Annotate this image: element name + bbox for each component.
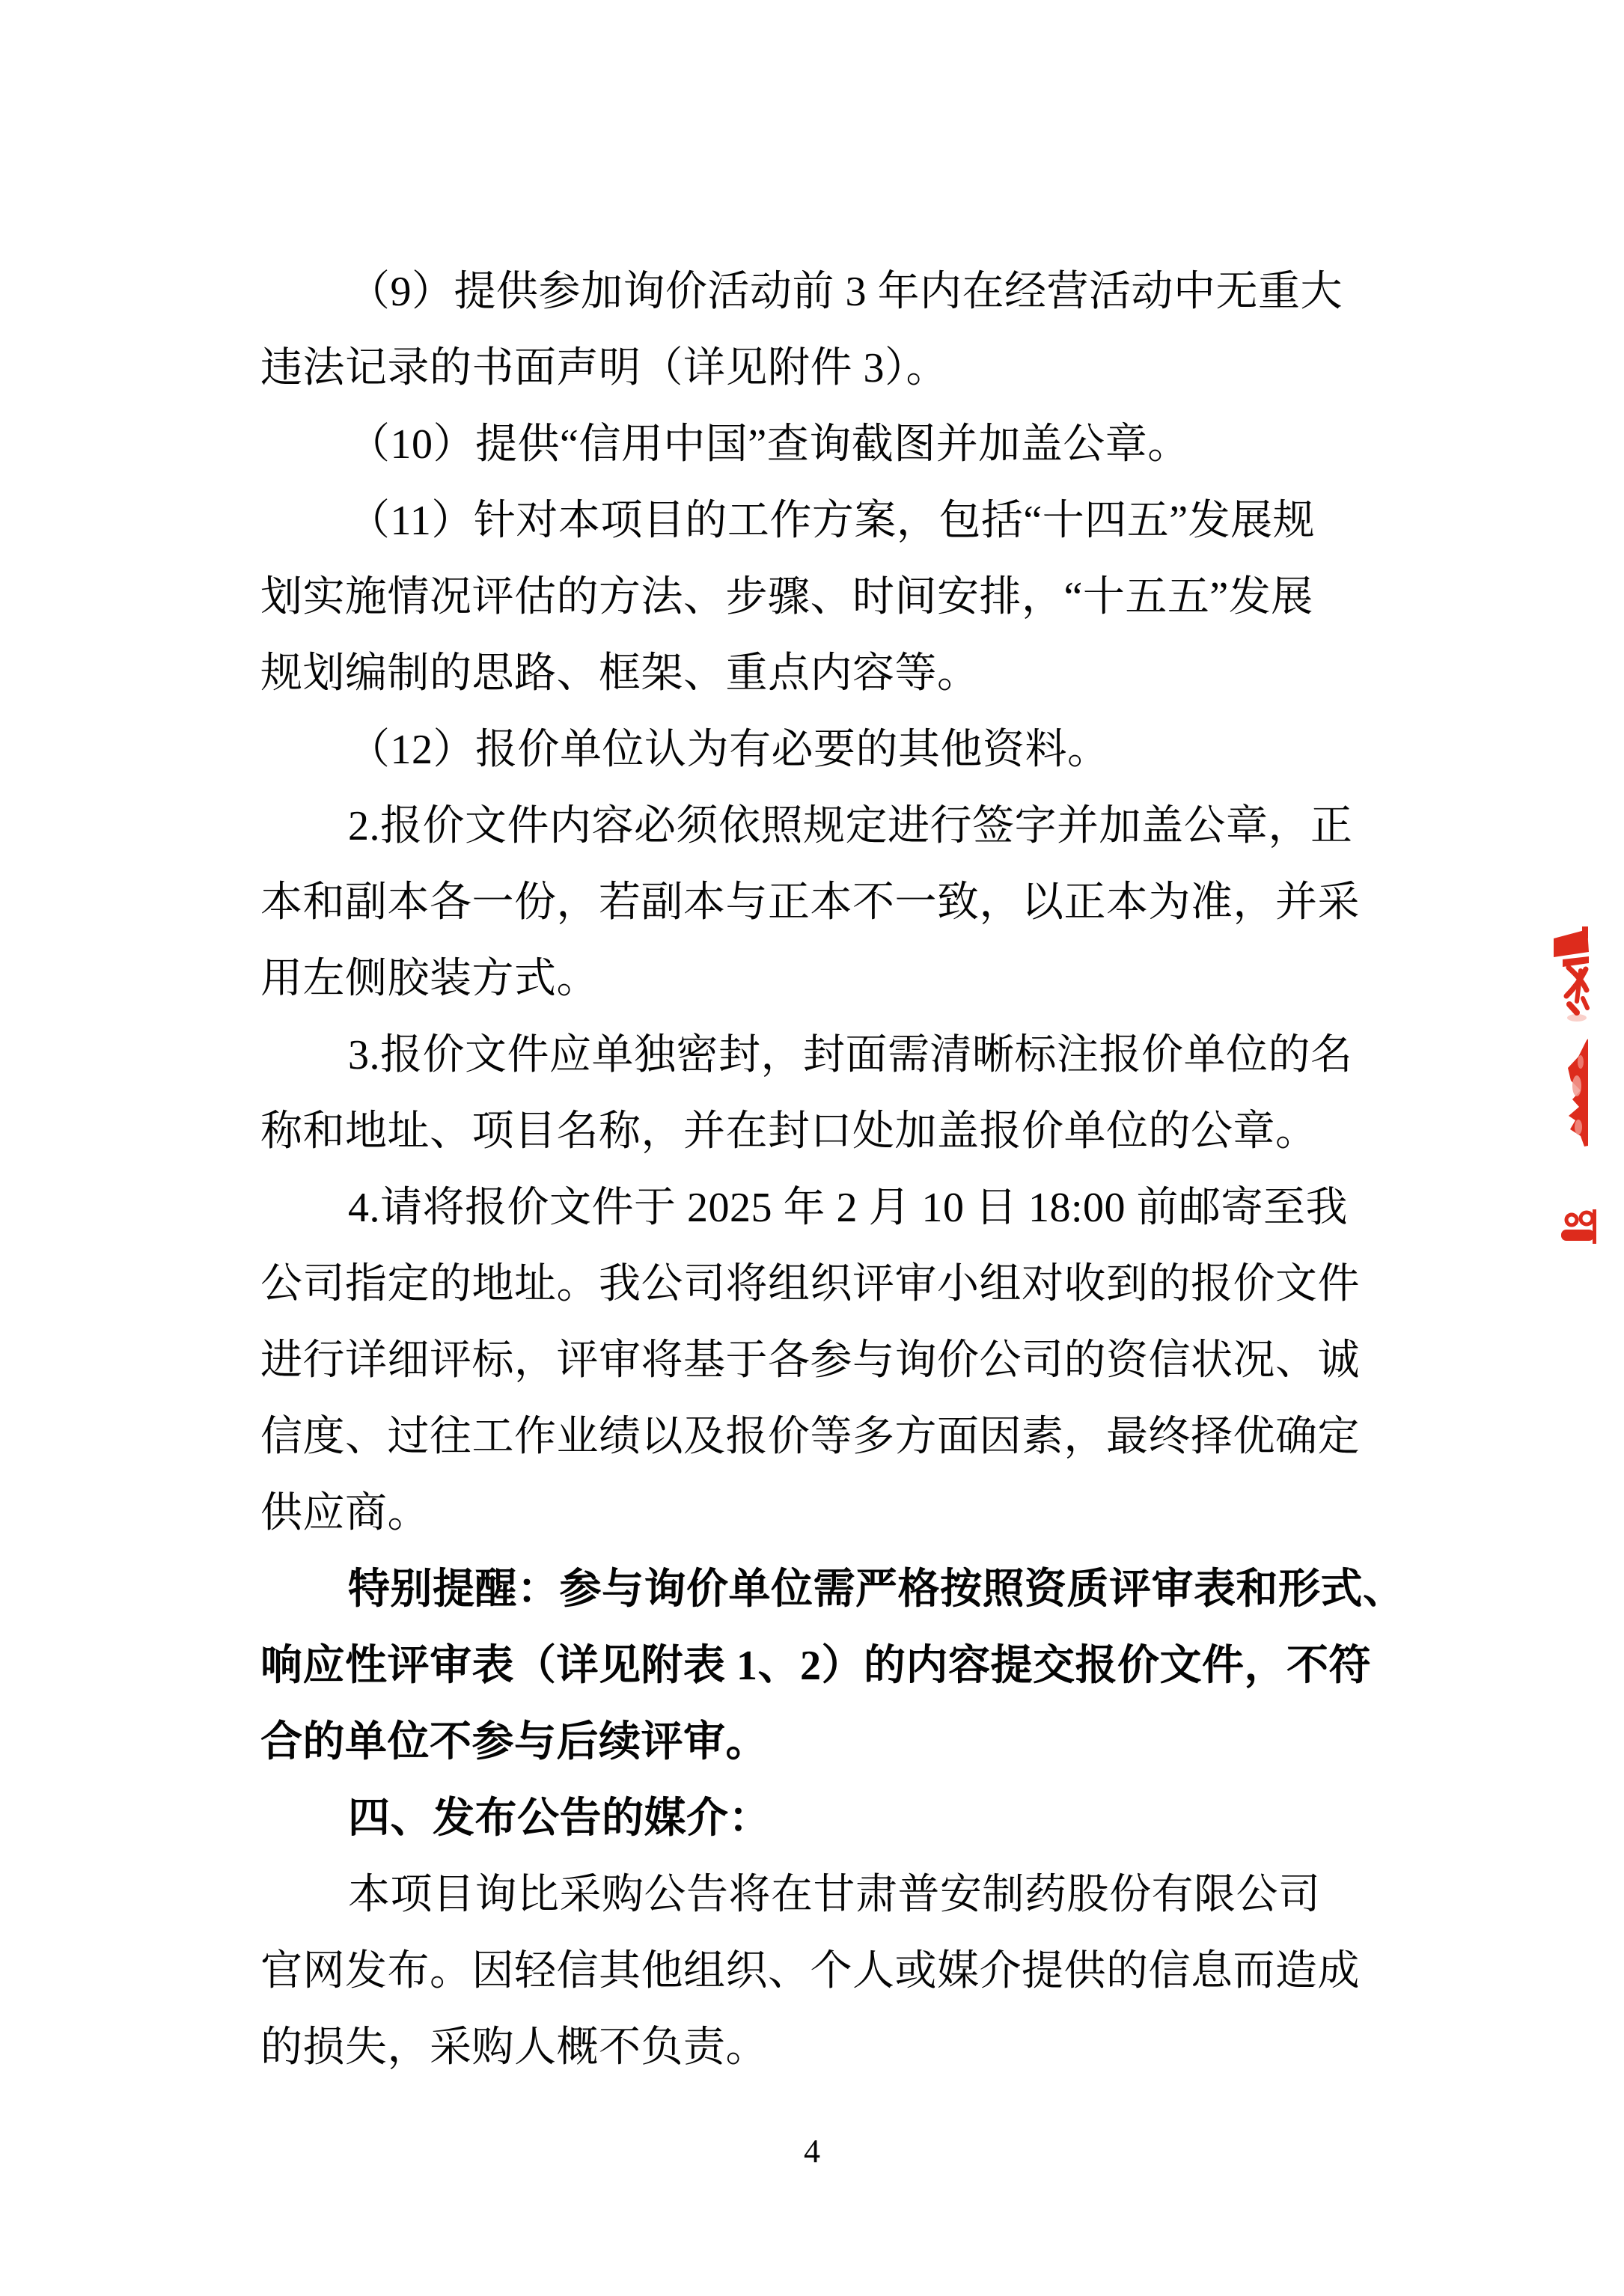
text-line: 信度、过往工作业绩以及报价等多方面因素，最终择优确定 — [260, 1414, 1360, 1460]
text-line: 3.报价文件应单独密封，封面需清晰标注报价单位的名 — [348, 1032, 1353, 1078]
text-line: 本和副本各一份，若副本与正本不一致，以正本为准，并采 — [260, 879, 1360, 926]
text-line: 公司指定的地址。我公司将组织评审小组对收到的报价文件 — [260, 1261, 1360, 1307]
text-line: 合的单位不参与后续评审。 — [260, 1719, 768, 1765]
text-line: 4.请将报价文件于 2025 年 2 月 10 日 18:00 前邮寄至我 — [348, 1185, 1349, 1231]
text-line: （12）报价单位认为有必要的其他资料。 — [348, 727, 1110, 773]
text-line: 特别提醒：参与询价单位需严格按照资质评审表和形式、 — [348, 1566, 1405, 1613]
text-line: 违法记录的书面声明（详见附件 3）。 — [260, 345, 948, 391]
text-line: 响应性评审表（详见附表 1、2）的内容提交报价文件，不符 — [260, 1643, 1371, 1689]
seal-character-strokes — [1566, 968, 1587, 1013]
official-seal-fragment-group — [1542, 913, 1624, 1257]
page-number: 4 — [804, 2133, 820, 2170]
text-line: 称和地址、项目名称，并在封口处加盖报价单位的公章。 — [260, 1108, 1318, 1155]
document-body — [260, 254, 1405, 2086]
text-line: （10）提供“信用中国”查询截图并加盖公章。 — [348, 421, 1190, 468]
text-line: 用左侧胶装方式。 — [260, 956, 599, 1002]
text-line: 官网发布。因轻信其他组织、个人或媒介提供的信息而造成 — [260, 1948, 1360, 1994]
text-line: 本项目询比采购公告将在甘肃普安制药股份有限公司 — [348, 1872, 1321, 1918]
text-line: 2.报价文件内容必须依照规定进行签字并加盖公章，正 — [348, 803, 1353, 849]
seal-glyph-fragment — [1561, 1209, 1596, 1244]
text-line: 划实施情况评估的方法、步骤、时间安排，“十五五”发展 — [260, 574, 1313, 620]
text-line: 供应商。 — [260, 1490, 430, 1536]
text-line: 的损失，采购人概不负责。 — [260, 2024, 768, 2071]
seal-stroke-fragment — [1568, 1039, 1588, 1147]
text-line: 四、发布公告的媒介： — [348, 1795, 771, 1842]
text-line: （9）提供参加询价活动前 3 年内在经营活动中无重大 — [348, 269, 1343, 315]
text-line: （11）针对本项目的工作方案，包括“十四五”发展规 — [348, 498, 1316, 544]
text-line: 规划编制的思路、框架、重点内容等。 — [260, 650, 980, 697]
text-line: 进行详细评标，评审将基于各参与询价公司的资信状况、诚 — [260, 1337, 1360, 1384]
